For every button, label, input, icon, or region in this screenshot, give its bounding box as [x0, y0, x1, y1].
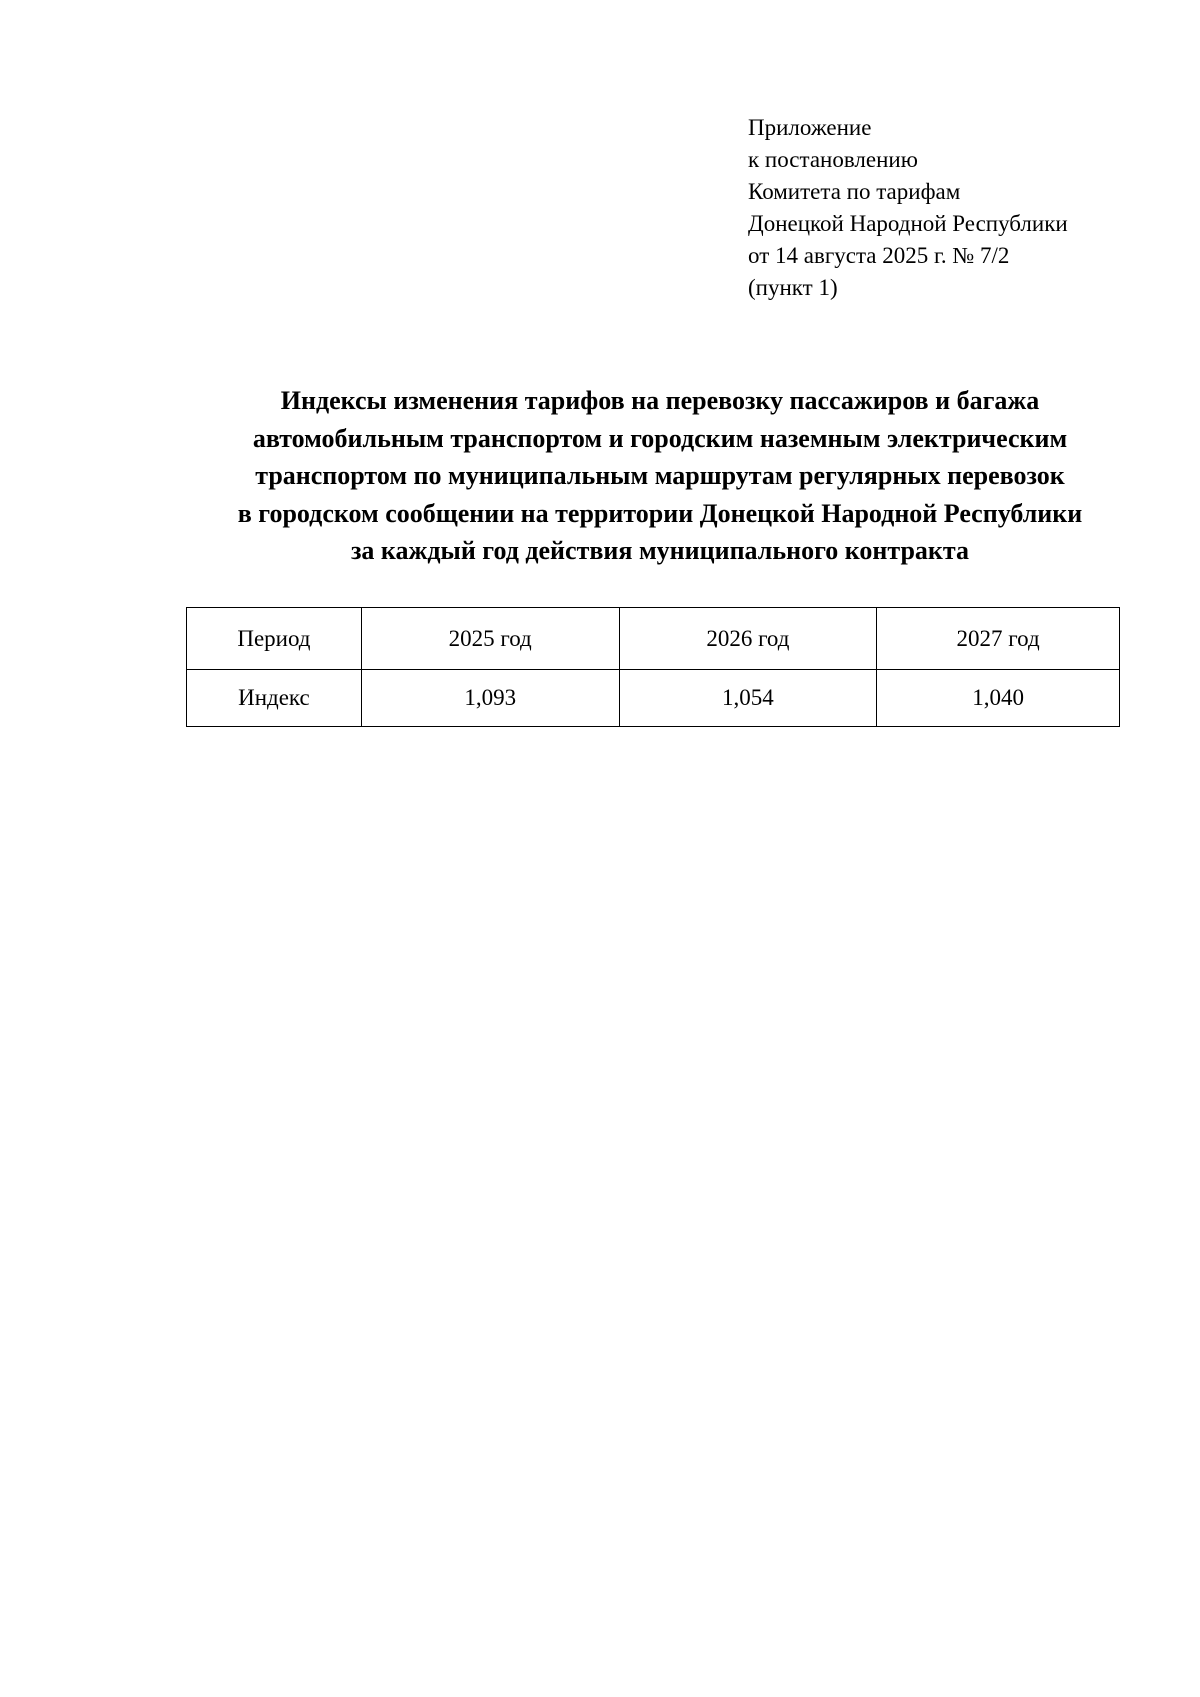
- header-cell-2025: 2025 год: [361, 608, 619, 670]
- appendix-label: Приложение: [748, 115, 872, 140]
- appendix-republic: Донецкой Народной Республики: [748, 211, 1068, 236]
- title-line: транспортом по муниципальным маршрутам регулярных перевозок: [255, 461, 1065, 490]
- title-line: в городском сообщении на территории Донецкой Народной Республики: [237, 498, 1083, 528]
- row-label-index: Индекс: [187, 670, 362, 727]
- appendix-block: [748, 112, 1148, 304]
- document-title: [150, 382, 1170, 570]
- index-value-2026: 1,054: [619, 670, 877, 727]
- appendix-resolution-ref: к постановлению: [748, 147, 918, 172]
- title-line: Индексы изменения тарифов на перевозку пассажиров и багажа: [280, 386, 1040, 415]
- appendix-clause: (пункт 1): [748, 275, 838, 300]
- index-value-2027: 1,040: [877, 670, 1120, 727]
- index-value-2025: 1,093: [361, 670, 619, 727]
- header-cell-2026: 2026 год: [619, 608, 877, 670]
- appendix-date-number: от 14 августа 2025 г. № 7/2: [748, 243, 1010, 268]
- title-line: за каждый год действия муниципального контракта: [350, 536, 969, 565]
- header-cell-period: Период: [187, 608, 362, 670]
- table-header-row: [187, 608, 1120, 670]
- title-line: автомобильным транспортом и городским наземным электрическим: [252, 423, 1068, 453]
- header-cell-2027: 2027 год: [877, 608, 1120, 670]
- table-row: [187, 670, 1120, 727]
- appendix-committee: Комитета по тарифам: [748, 179, 961, 204]
- tariff-index-table: [186, 607, 1120, 727]
